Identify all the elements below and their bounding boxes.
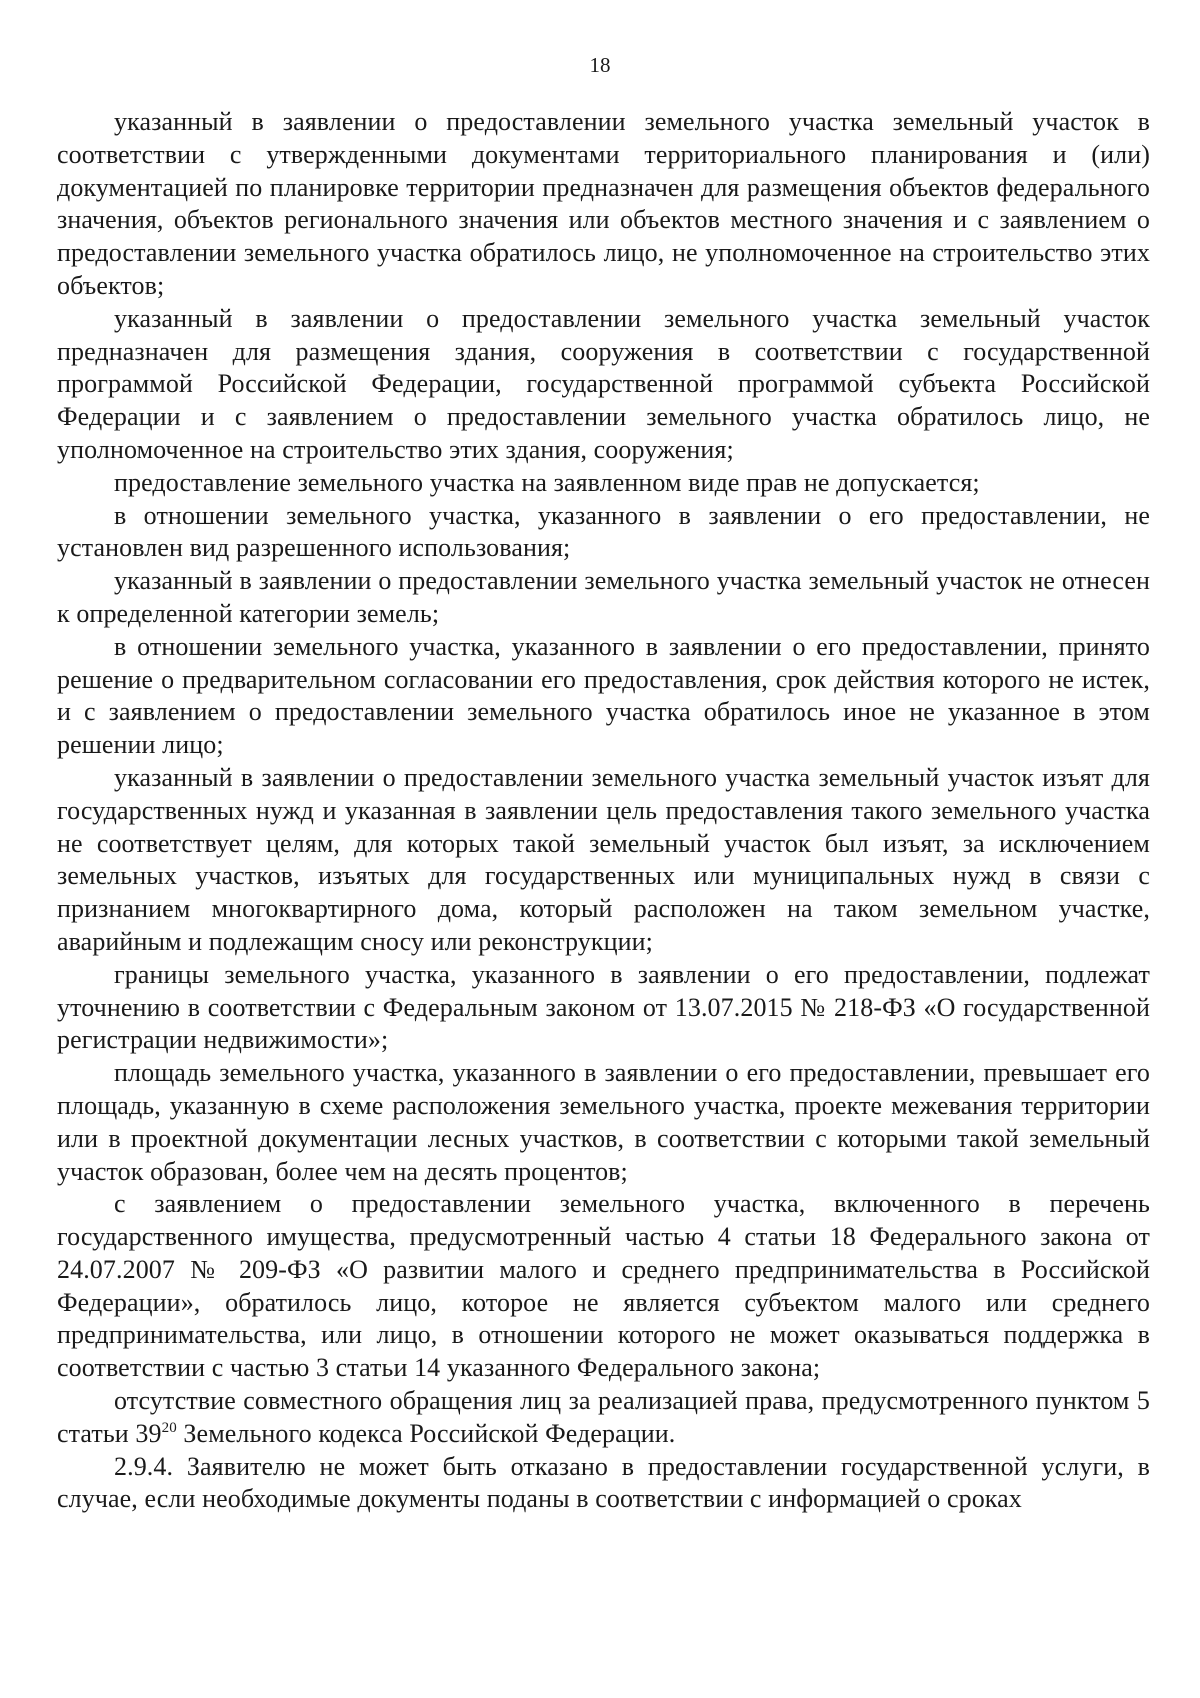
paragraph-5: указанный в заявлении о предоставлении земельного участка земельный участок не отнесен к определенной категории земель; xyxy=(57,566,1150,628)
paragraph-9: площадь земельного участка, указанного в заявлении о его предоставлении, превышает его площадь, указанную в схеме расположения земельного участка, проекте межевания территории или в проектной документации лесных участков, в соответствии с которыми такой земельный участок образован, более чем на десять процентов; xyxy=(57,1058,1150,1186)
paragraph-3: предоставление земельного участка на заявленном виде прав не допускается; xyxy=(114,467,980,497)
paragraph-11-text-after: Земельного кодекса Российской Федерации. xyxy=(176,1418,676,1448)
superscript-20: 20 xyxy=(161,1419,177,1436)
document-body xyxy=(57,106,1150,1516)
paragraph-8: границы земельного участка, указанного в заявлении о его предоставлении, подлежат уточнению в соответствии с Федеральным законом от 13.07.2015 № 218-ФЗ «О государственной регистрации недвижимости»; xyxy=(57,959,1150,1055)
paragraph-7: указанный в заявлении о предоставлении земельного участка земельный участок изъят для государственных нужд и указанная в заявлении цель предоставления такого земельного участка не соответствует целям, для которых такой земельный участок был изъят, за исключением земельных участков, изъятых для государственных или муниципальных нужд в связи с признанием многоквартирного дома, который расположен на таком земельном участке, аварийным и подлежащим сносу или реконструкции; xyxy=(57,762,1150,956)
paragraph-1: указанный в заявлении о предоставлении земельного участка земельный участок в соответствии с утвержденными документами территориального планирования и (или) документацией по планировке территории предназначен для размещения объектов федерального значения, объектов регионального значения или объектов местного значения и с заявлением о предоставлении земельного участка обратилось лицо, не уполномоченное на строительство этих объектов; xyxy=(57,107,1150,300)
paragraph-4: в отношении земельного участка, указанного в заявлении о его предоставлении, не установлен вид разрешенного использования; xyxy=(57,500,1150,563)
paragraph-2: указанный в заявлении о предоставлении земельного участка земельный участок предназначен для размещения здания, сооружения в соответствии с государственной программой Российской Федерации, государственной программой субъекта Российской Федерации и с заявлением о предоставлении земельного участка обратилось лицо, не уполномоченное на строительство этих здания, сооружения; xyxy=(57,303,1150,464)
paragraph-12: 2.9.4. Заявителю не может быть отказано в предоставлении государственной услуги, в случае, если необходимые документы поданы в соответствии с информацией о сроках xyxy=(57,1451,1150,1514)
paragraph-11-text-before: отсутствие совместного обращения лиц за реализацией права, предусмотренного пунктом 5 статьи 39 xyxy=(57,1386,1150,1448)
paragraph-6: в отношении земельного участка, указанного в заявлении о его предоставлении, принято решение о предварительном согласовании его предоставления, срок действия которого не истек, и с заявлением о предоставлении земельного участка обратилось иное не указанное в этом решении лицо; xyxy=(57,631,1150,760)
page-number: 18 xyxy=(589,53,611,77)
paragraph-10: с заявлением о предоставлении земельного участка, включенного в перечень государственного имущества, предусмотренный частью 4 статьи 18 Федерального закона от 24.07.2007 № 209-ФЗ «О развитии малого и среднего предпринимательства в Российской Федерации», обратилось лицо, которое не является субъектом малого или среднего предпринимательства, или лицо, в отношении которого не может оказываться поддержка в соответствии с частью 3 статьи 14 указанного Федерального закона; xyxy=(57,1189,1150,1383)
paragraph-11 xyxy=(57,1385,1150,1451)
